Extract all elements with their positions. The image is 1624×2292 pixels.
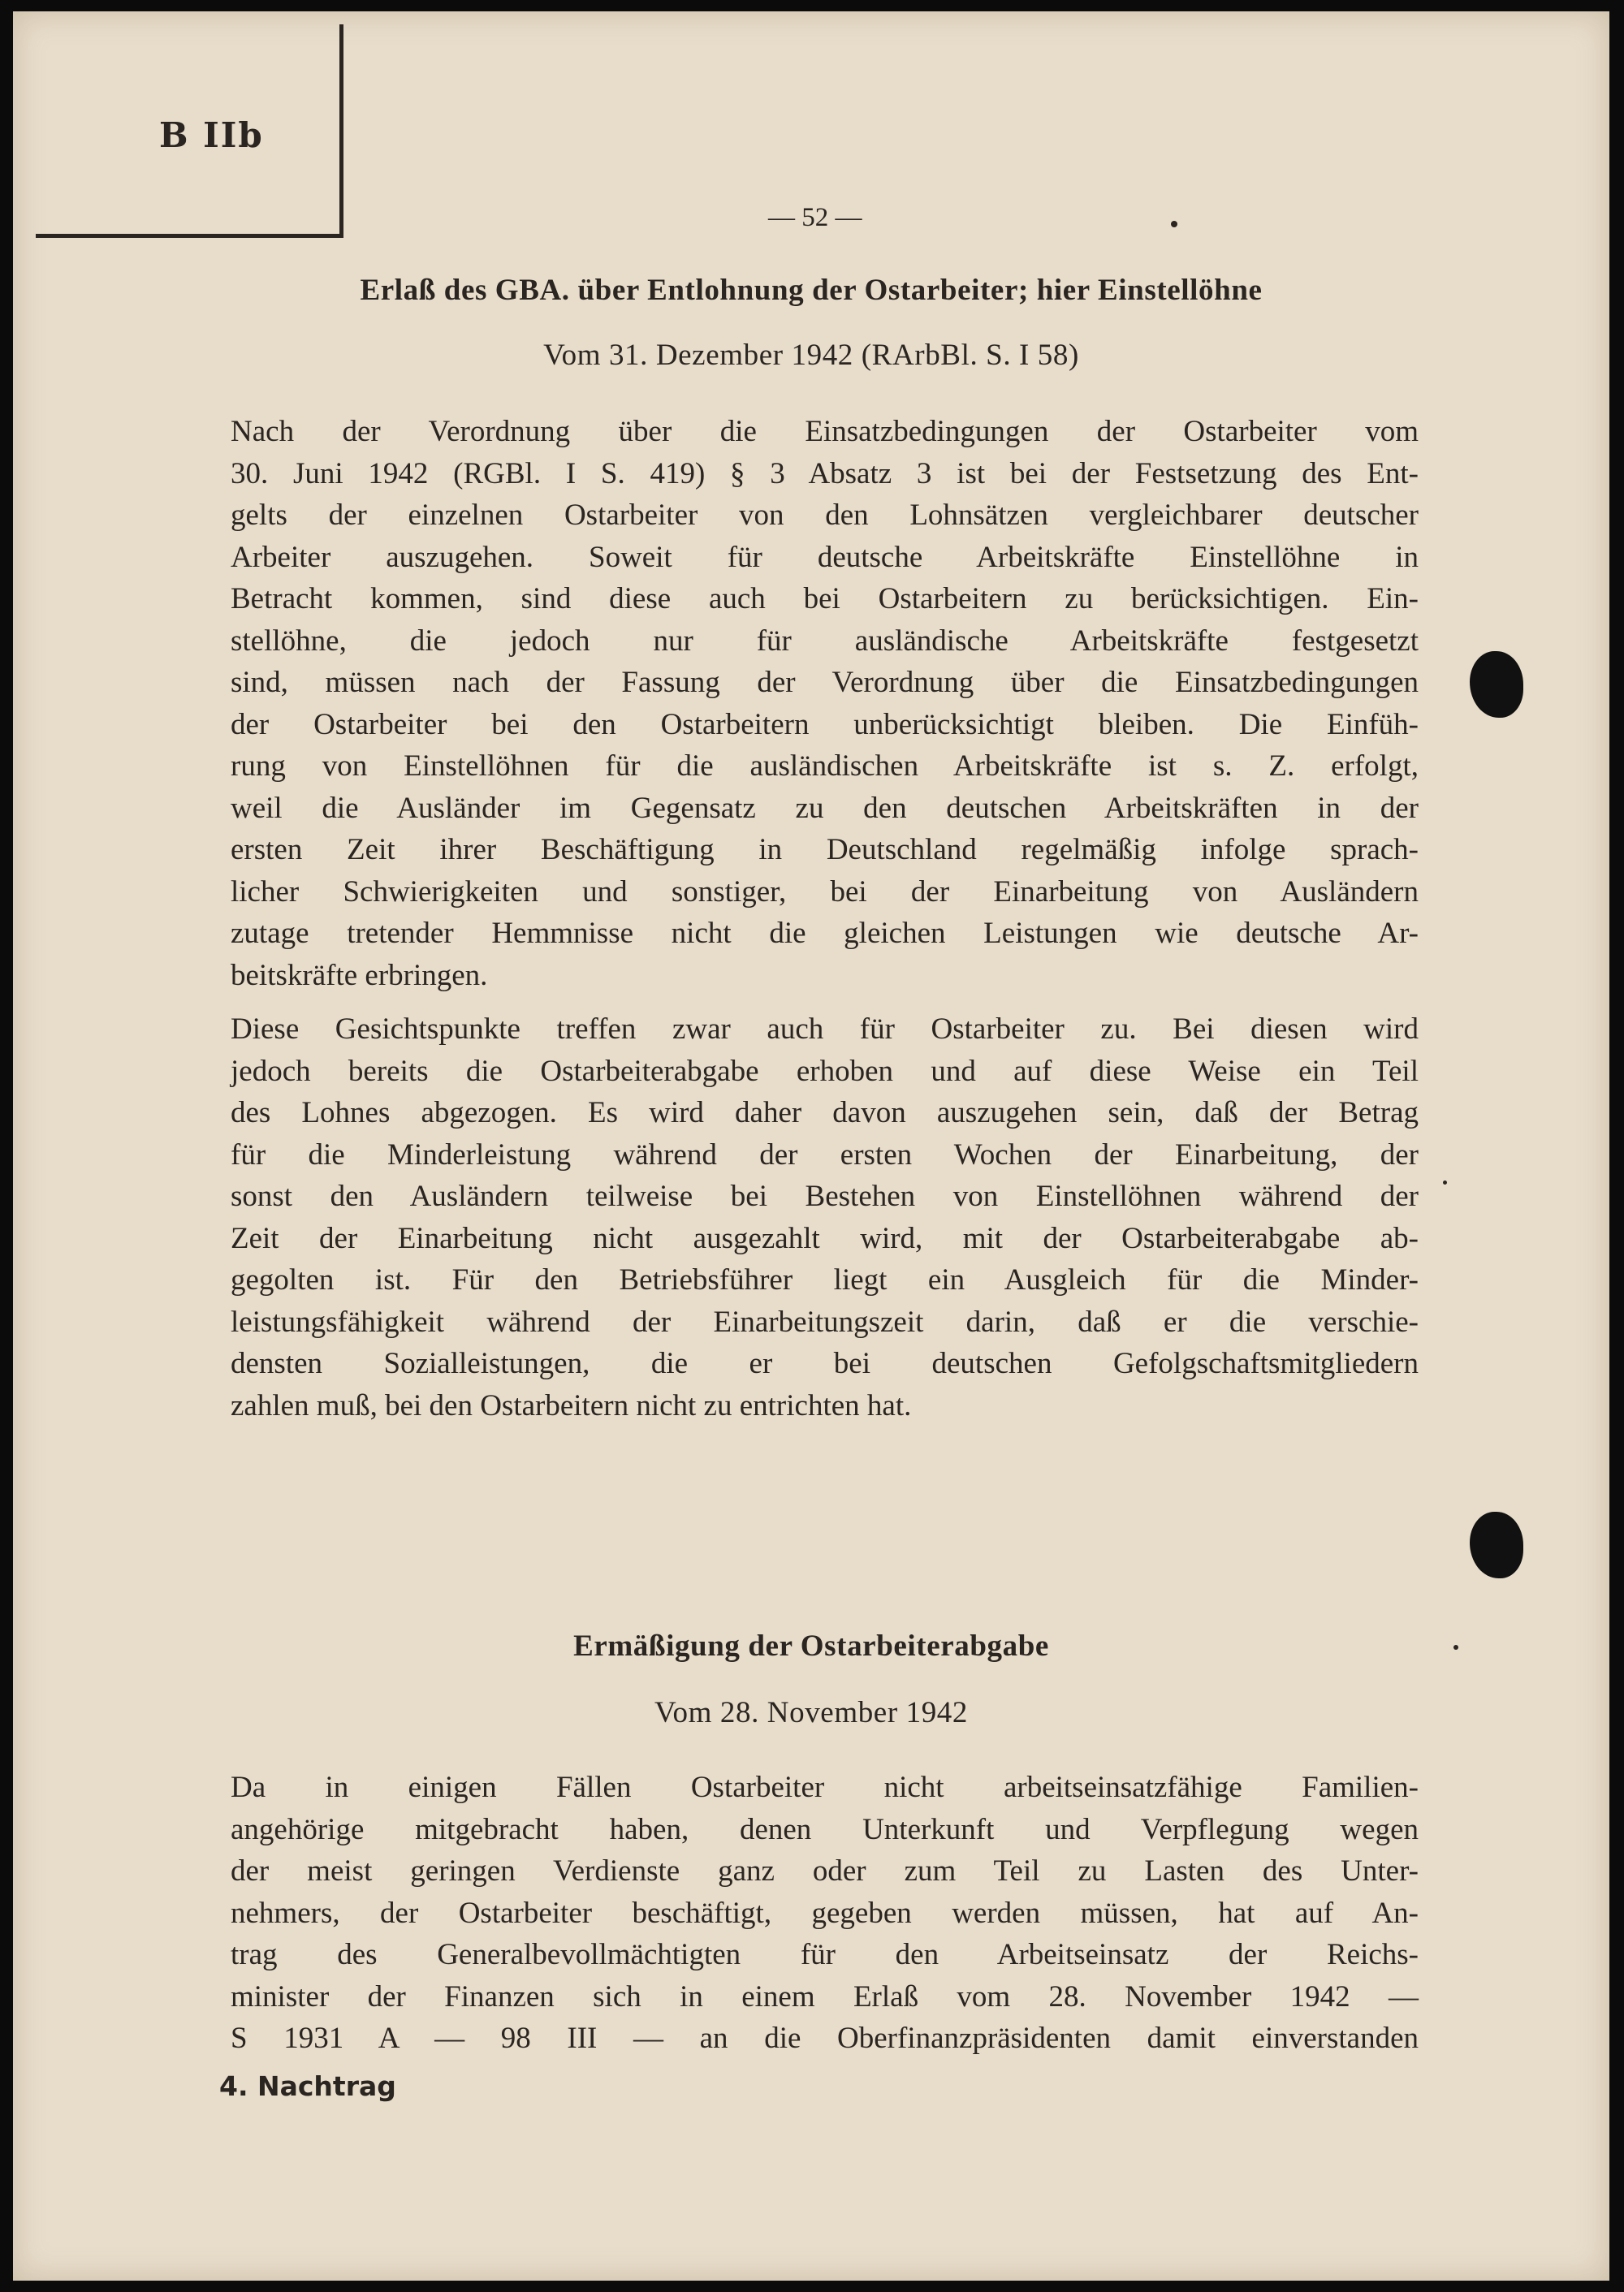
text-line: stellöhne, die jedoch nur für ausländische Arbeitskräfte festgesetzt — [231, 624, 1419, 658]
text-line: rung von Einstellöhnen für die ausländischen Arbeitskräfte ist s. Z. erfolgt, — [231, 749, 1419, 783]
text-line: S 1931 A — 98 III — an die Oberfinanzpräsidenten damit einverstanden — [231, 2022, 1419, 2055]
section2-date: Vom 28. November 1942 — [654, 1696, 968, 1729]
section-label: B IIb — [159, 115, 264, 155]
section2-paragraph1 — [231, 1767, 1419, 2060]
text-line: ersten Zeit ihrer Beschäftigung in Deutschland regelmäßig infolge sprach- — [231, 833, 1419, 866]
text-line: jedoch bereits die Ostarbeiterabgabe erhoben und auf diese Weise ein Teil — [231, 1054, 1419, 1088]
text-line: Arbeiter auszugehen. Soweit für deutsche Arbeitskräfte Einstellöhne in — [231, 540, 1419, 574]
text-line: gelts der einzelnen Ostarbeiter von den Lohnsätzen vergleichbarer deutscher — [231, 499, 1419, 532]
text-line: sind, müssen nach der Fassung der Verordnung über die Einsatzbedingungen — [231, 666, 1419, 699]
document-page — [13, 11, 1609, 2281]
text-line: Betracht kommen, sind diese auch bei Ostarbeitern zu berücksichtigen. Ein- — [231, 582, 1419, 615]
text-line: Da in einigen Fällen Ostarbeiter nicht arbeitseinsatzfähige Familien- — [231, 1771, 1419, 1804]
punch-hole — [1470, 1512, 1523, 1578]
section1-paragraph1 — [231, 411, 1419, 996]
text-line: beitskräfte erbringen. — [231, 958, 488, 992]
text-line: des Lohnes abgezogen. Es wird daher davon auszugehen sein, daß der Betrag — [231, 1096, 1419, 1129]
ink-dot-mark — [1443, 1181, 1447, 1185]
text-line: gegolten ist. Für den Betriebsführer liegt ein Ausgleich für die Minder- — [231, 1263, 1419, 1297]
text-line: minister der Finanzen sich in einem Erlaß vom 28. November 1942 — — [231, 1979, 1419, 2014]
text-line: sonst den Ausländern teilweise bei Bestehen von Einstellöhnen während der — [231, 1180, 1419, 1213]
ink-dot-mark — [1171, 221, 1177, 227]
section1-title: Erlaß des GBA. über Entlohnung der Ostarbeiter; hier Einstellöhne — [360, 274, 1263, 307]
text-line: Nach der Verordnung über die Einsatzbedingungen der Ostarbeiter vom — [231, 415, 1419, 448]
text-line: der meist geringen Verdienste ganz oder zum Teil zu Lasten des Unter- — [231, 1854, 1419, 1888]
text-line: licher Schwierigkeiten und sonstiger, bei der Einarbeitung von Ausländern — [231, 874, 1419, 909]
text-line: angehörige mitgebracht haben, denen Unterkunft und Verpflegung wegen — [231, 1812, 1419, 1846]
text-line: densten Sozialleistungen, die er bei deutschen Gefolgschaftsmitgliedern — [231, 1347, 1419, 1380]
text-line: zutage tretender Hemmnisse nicht die gleichen Leistungen wie deutsche Ar- — [231, 917, 1419, 950]
page-number: — 52 — — [768, 203, 862, 232]
punch-hole — [1470, 651, 1523, 718]
text-line: trag des Generalbevollmächtigten für den Arbeitseinsatz der Reichs- — [231, 1938, 1419, 1971]
text-line: Zeit der Einarbeitung nicht ausgezahlt wird, mit der Ostarbeiterabgabe ab- — [231, 1221, 1419, 1255]
text-line: 30. Juni 1942 (RGBl. I S. 419) § 3 Absatz 3 ist bei der Festsetzung des Ent- — [231, 456, 1419, 490]
text-line: weil die Ausländer im Gegensatz zu den deutschen Arbeitskräften in der — [231, 791, 1419, 825]
text-line: der Ostarbeiter bei den Ostarbeitern unberücksichtigt bleiben. Die Einfüh- — [231, 707, 1419, 741]
text-line: zahlen muß, bei den Ostarbeitern nicht zu entrichten hat. — [231, 1388, 912, 1422]
text-line: leistungsfähigkeit während der Einarbeitungszeit darin, daß er die verschie- — [231, 1305, 1419, 1339]
text-line: Diese Gesichtspunkte treffen zwar auch für Ostarbeiter zu. Bei diesen wird — [231, 1012, 1419, 1046]
section2-title: Ermäßigung der Ostarbeiterabgabe — [573, 1629, 1049, 1663]
text-line: für die Minderleistung während der ersten Wochen der Einarbeitung, der — [231, 1137, 1419, 1172]
section1-paragraph2 — [231, 1008, 1419, 1427]
section1-date: Vom 31. Dezember 1942 (RArbBl. S. I 58) — [543, 339, 1079, 372]
text-line: nehmers, der Ostarbeiter beschäftigt, gegeben werden müssen, hat auf An- — [231, 1896, 1419, 1930]
supplement-label: 4. Nachtrag — [219, 2070, 396, 2102]
